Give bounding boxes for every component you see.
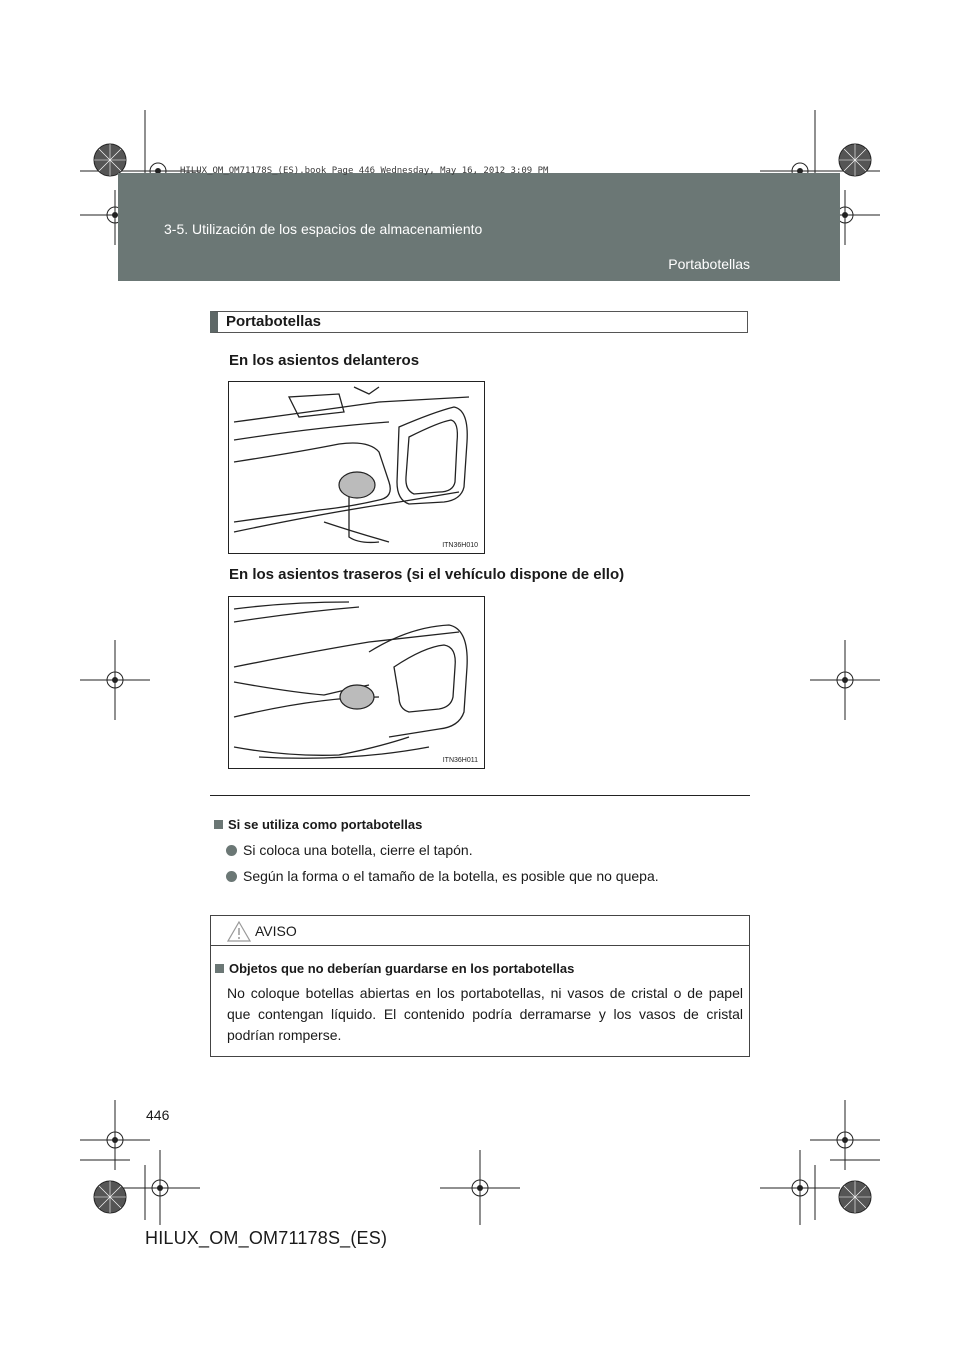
list-item-text: Si coloca una botella, cierre el tapón.: [243, 842, 473, 858]
rear-figure-code: ITN36H011: [442, 757, 478, 764]
rear-door-illustration: [229, 597, 484, 768]
page-title: Portabotellas: [210, 311, 748, 333]
warning-subtitle: [215, 961, 574, 976]
section-title: 3-5. Utilización de los espacios de almacenamiento: [164, 221, 483, 237]
page-number: 446: [146, 1107, 170, 1123]
warning-header: [211, 916, 749, 946]
round-bullet-icon: [226, 845, 237, 856]
footer-document-id: HILUX_OM_OM71178S_(ES): [145, 1228, 388, 1248]
list-item: [226, 842, 473, 858]
subsection-title: Portabotellas: [668, 256, 750, 272]
square-bullet-icon: [215, 964, 224, 973]
warning-label: AVISO: [255, 923, 297, 939]
front-figure-code: ITN36H010: [442, 542, 478, 549]
front-bottle-holder-figure: [228, 381, 485, 554]
list-item: [226, 868, 659, 884]
note-title: [214, 817, 422, 832]
warning-triangle-icon: [227, 921, 251, 942]
note-title-text: Si se utiliza como portabotellas: [228, 817, 423, 832]
warning-subtitle-text: Objetos que no deberían guardarse en los portabotellas: [229, 961, 575, 976]
rear-bottle-holder-figure: [228, 596, 485, 769]
section-header: [118, 173, 840, 281]
round-bullet-icon: [226, 871, 237, 882]
front-door-illustration: [229, 382, 484, 553]
warning-box: [210, 915, 750, 1057]
list-item-text: Según la forma o el tamaño de la botella, es posible que no quepa.: [243, 868, 659, 884]
square-bullet-icon: [214, 820, 223, 829]
section-divider: [210, 795, 750, 796]
front-seats-heading: En los asientos delanteros: [229, 352, 420, 369]
rear-seats-heading: En los asientos traseros (si el vehículo dispone de ello): [229, 566, 625, 583]
file-stamp: HILUX_OM_OM71178S_(ES).book Page 446 Wednesday, May 16, 2012 3:09 PM: [180, 166, 549, 176]
warning-text: No coloque botellas abiertas en los portabotellas, ni vasos de cristal o de papel que contengan líquido. El contenido podría derramarse y los vasos de cristal podrían romperse.: [227, 985, 743, 1043]
